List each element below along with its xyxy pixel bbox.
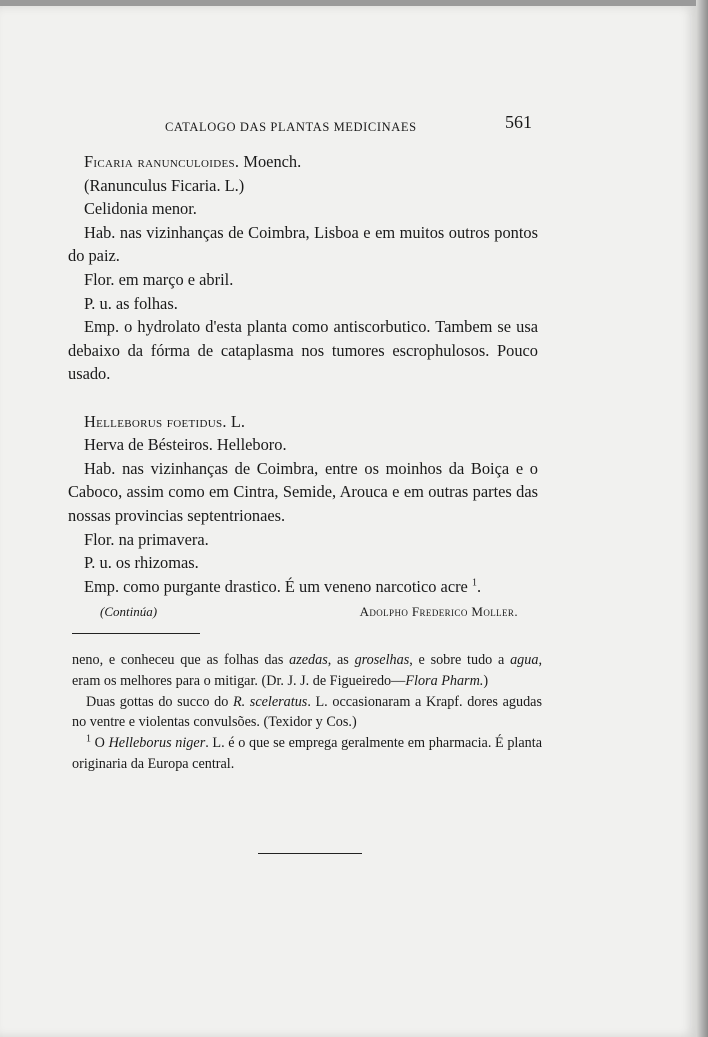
book-page	[0, 6, 696, 1037]
footnote-divider	[72, 633, 200, 634]
page-header	[0, 112, 696, 136]
footnote-text: , eram os melhores para o mitigar. (Dr. J. J. de Figueiredo—	[72, 652, 542, 689]
continua-label: (Continúa)	[100, 604, 158, 620]
entry-line: Flor. na primavera.	[84, 529, 209, 549]
footnote-text: O	[91, 735, 109, 752]
species-authority: Moench.	[239, 152, 302, 171]
footnote-italic: groselhas	[354, 652, 410, 668]
footnote-text: , e sobre tudo a	[409, 652, 511, 668]
entry-line: Emp. o hydrolato d'esta planta como antiscorbutico. Tambem se usa debaixo da fórma de cataplasma nos tumores escrophulosos. Pouco usado.	[68, 317, 538, 384]
author-name: Adolpho Frederico Moller.	[359, 604, 518, 620]
footnote-paragraph	[72, 692, 542, 734]
footnote-text: )	[483, 672, 489, 689]
entry-line: Celidonia menor.	[84, 199, 197, 219]
entry-line: Flor. em março e abril.	[84, 269, 234, 289]
footnote-number: 1	[86, 733, 91, 745]
footnote-text: . L. é o que se emprega geralmente em pharmacia. É planta originaria da Europa central.	[72, 735, 543, 772]
entry-line: Hab. nas vizinhanças de Coimbra, Lisboa e em muitos outros pontos do paiz.	[68, 222, 538, 266]
species-authority: L.	[226, 411, 245, 431]
footnote-text: . L. occasionaram a Krapf. dores agudas no ventre e violentas convulsões. (Texidor y Cos.)	[72, 693, 542, 731]
entry-line: P. u. os rhizomas.	[84, 553, 199, 573]
body-text	[68, 150, 538, 622]
running-title: CATALOGO DAS PLANTAS MEDICINAES	[165, 120, 417, 134]
entry-heading	[68, 150, 538, 174]
footnote-italic: agua	[510, 652, 539, 668]
entry-line: P. u. as folhas.	[84, 293, 178, 313]
footnote-text: Duas gottas do succo do	[86, 693, 233, 710]
page-number: 561	[505, 112, 532, 132]
footnotes	[72, 650, 542, 775]
entry-line: (Ranunculus Ficaria. L.)	[84, 175, 245, 195]
footnote-reference: 1	[471, 577, 477, 589]
end-divider	[258, 853, 362, 854]
footnote-italic: R. sceleratus	[232, 693, 308, 710]
signature-line	[68, 602, 538, 622]
footnote-continuation	[72, 650, 542, 692]
entry-heading	[68, 410, 538, 434]
entry-line-text: Emp. como purgante drastico. É um veneno narcotico acre	[84, 576, 468, 596]
footnote-italic: azedas	[289, 652, 328, 668]
footnote-1	[72, 733, 542, 775]
footnote-italic: Helleborus niger	[108, 735, 206, 752]
entry-line: Emp. como purgante drastico. É um veneno narcotico acre $^1$.	[84, 576, 482, 596]
footnote-italic: Flora Pharm.	[405, 672, 484, 689]
footnote-text: neno, e conheceu que as folhas das	[72, 652, 290, 668]
entry-line: Hab. nas vizinhanças de Coimbra, entre os moinhos da Boiça e o Caboco, assim como em Cintra, Semide, Arouca e em outras partes das nossas provincias septentrionaes.	[68, 458, 538, 525]
page-edge	[696, 0, 708, 1037]
entry-line: Herva de Bésteiros. Helleboro.	[84, 435, 287, 455]
species-name: Ficaria ranunculoides.	[84, 152, 240, 171]
footnote-text: , as	[327, 652, 355, 668]
species-name: Helleborus foetidus.	[84, 411, 227, 431]
